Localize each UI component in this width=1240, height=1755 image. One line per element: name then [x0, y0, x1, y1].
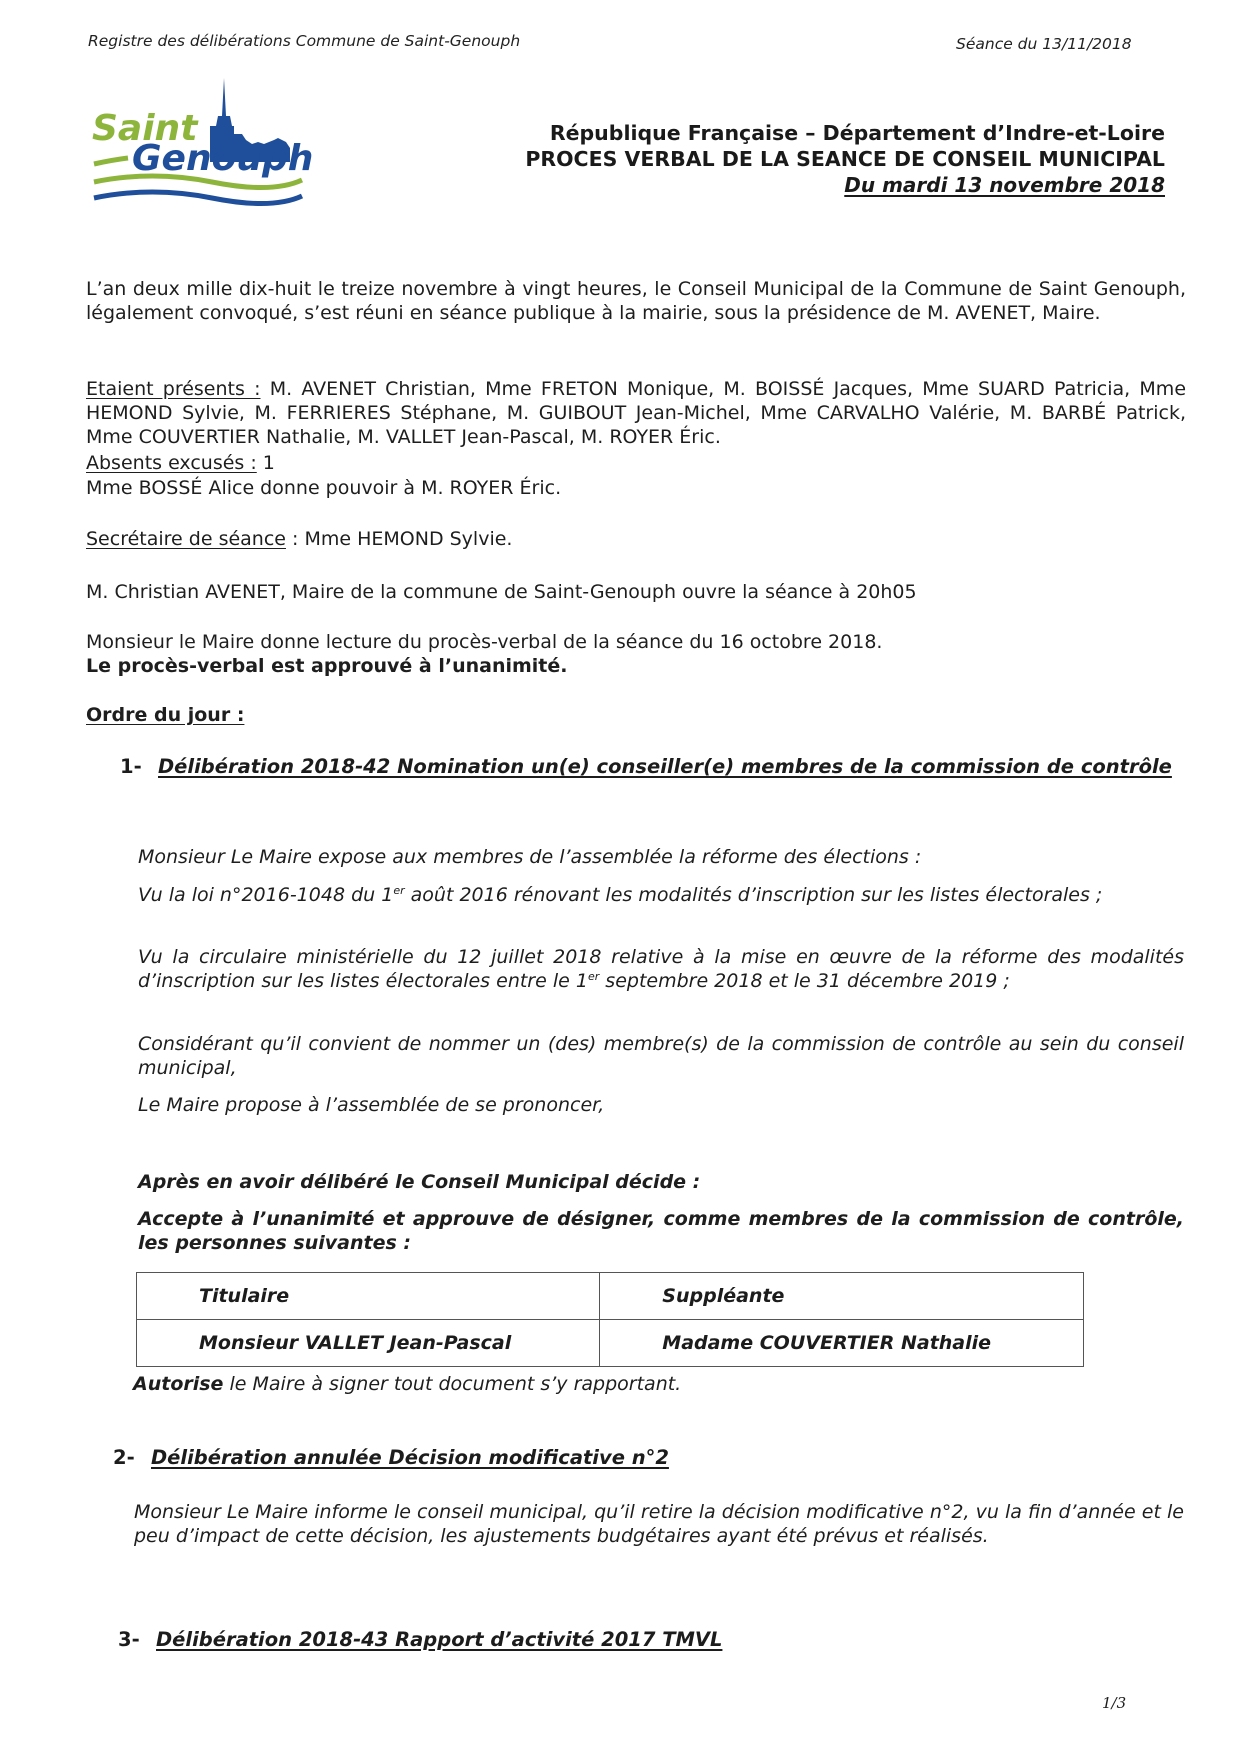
- authorize-bold: Autorise: [133, 1373, 224, 1395]
- item-1-title-text: Délibération 2018-42 Nomination un(e) conseiller(e) membres de la commission de contrôle: [158, 755, 1172, 778]
- logo-word-genouph: Genouph: [132, 138, 314, 179]
- table-header-cell: Suppléante: [600, 1273, 1084, 1320]
- page-number: 1/3: [1102, 1694, 1127, 1712]
- item-1-p3-a: Vu la circulaire ministérielle du 12 juillet 2018 relative à la mise en œuvre de la réforme des modalités d’inscription sur les listes électorales entre le 1: [138, 946, 1184, 992]
- secretary-line: [86, 527, 1186, 551]
- item-1-number: 1-: [120, 755, 142, 778]
- present-label: Etaient présents :: [86, 378, 261, 400]
- item-1-p4: Considérant qu’il convient de nommer un (des) membre(s) de la commission de contrôle au sein du conseil municipal,: [138, 1033, 1184, 1079]
- authorize-rest: le Maire à signer tout document s’y rapportant.: [223, 1373, 682, 1395]
- item-3-title-text: Délibération 2018-43 Rapport d’activité 2017 TMVL: [156, 1628, 723, 1651]
- item-1-p5: Le Maire propose à l’assemblée de se prononcer,: [138, 1094, 605, 1116]
- item-1-p2-sup: er: [393, 884, 405, 897]
- intro-paragraph: L’an deux mille dix-huit le treize novembre à vingt heures, le Conseil Municipal de la Commune de Saint Genouph, légalement convoqué, s’est réuni en séance publique à la mairie, sous la présidence de M. AVENET, Maire.: [86, 278, 1186, 324]
- table-header-cell: Titulaire: [137, 1273, 600, 1320]
- item-1-p2: [138, 883, 1184, 907]
- present-list: M. AVENET Christian, Mme FRETON Monique, M. BOISSÉ Jacques, Mme SUARD Patricia, Mme HEMOND Sylvie, M. FERRIERES Stéphane, M. GUIBOUT Jean-Michel, Mme CARVALHO Valérie, M. BARBÉ Patrick, Mme COUVERTIER Nathalie, M. VALLET Jean-Pascal, M. ROYER Éric.: [86, 378, 1187, 448]
- item-2-title: [113, 1446, 669, 1470]
- item-1-p2-a: Vu la loi n°2016-1048 du 1: [138, 884, 394, 906]
- item-1-authorize: [133, 1372, 681, 1396]
- proxy-line: Mme BOSSÉ Alice donne pouvoir à M. ROYER Éric.: [86, 477, 562, 499]
- item-1-p1: Monsieur Le Maire expose aux membres de l’assemblée la réforme des élections :: [138, 846, 922, 868]
- item-1-title: [120, 755, 1184, 779]
- attendance-paragraph: [86, 377, 1186, 449]
- commission-members-table: [136, 1272, 1084, 1367]
- opening-line: M. Christian AVENET, Maire de la commune de Saint-Genouph ouvre la séance à 20h05: [86, 581, 917, 603]
- item-3-number: 3-: [118, 1628, 140, 1651]
- item-2-title-text: Délibération annulée Décision modificative n°2: [151, 1446, 669, 1469]
- absent-line: [86, 451, 1186, 475]
- secretary-label: Secrétaire de séance: [86, 528, 286, 550]
- register-header: Registre des délibérations Commune de Saint-Genouph: [88, 32, 521, 50]
- absent-count: 1: [256, 452, 275, 474]
- item-2-number: 2-: [113, 1446, 135, 1469]
- session-date-header: Séance du 13/11/2018: [956, 35, 1132, 53]
- item-2-text: Monsieur Le Maire informe le conseil municipal, qu’il retire la décision modificative n°2, vu la fin d’année et le peu d’impact de cette décision, les ajustements budgétaires ayant été prévus et réalisés.: [134, 1501, 1184, 1547]
- title-line-pv: PROCES VERBAL DE LA SEANCE DE CONSEIL MUNICIPAL: [525, 147, 1165, 171]
- secretary-value: : Mme HEMOND Sylvie.: [285, 528, 513, 550]
- item-3-title: [118, 1628, 722, 1652]
- table-cell: Monsieur VALLET Jean-Pascal: [137, 1320, 600, 1367]
- logo-word-saint: Saint: [92, 108, 198, 149]
- agenda-label: Ordre du jour :: [86, 704, 245, 726]
- table-cell: Madame COUVERTIER Nathalie: [600, 1320, 1084, 1367]
- item-1-decision: Après en avoir délibéré le Conseil Municipal décide :: [138, 1171, 701, 1193]
- item-1-p2-b: août 2016 rénovant les modalités d’inscription sur les listes électorales ;: [404, 884, 1103, 906]
- absent-label: Absents excusés :: [86, 452, 257, 474]
- title-line-date: Du mardi 13 novembre 2018: [844, 173, 1165, 197]
- minutes-reading: Monsieur le Maire donne lecture du procès-verbal de la séance du 16 octobre 2018.: [86, 631, 883, 653]
- table-row: [137, 1320, 1084, 1367]
- church-logo-icon: [92, 78, 332, 208]
- item-1-p3-b: septembre 2018 et le 31 décembre 2019 ;: [599, 970, 1010, 992]
- document-title: [525, 120, 1165, 199]
- item-1-p3-sup: er: [587, 970, 600, 983]
- item-1-acceptance: Accepte à l’unanimité et approuve de désigner, comme membres de la commission de contrôle, les personnes suivantes :: [138, 1208, 1184, 1254]
- minutes-approval: Le procès-verbal est approuvé à l’unanimité.: [86, 655, 568, 677]
- table-header-row: [137, 1273, 1084, 1320]
- saint-genouph-logo: [92, 78, 332, 208]
- title-line-republic: République Française – Département d’Indre-et-Loire: [549, 121, 1165, 145]
- item-1-p3: [138, 945, 1184, 993]
